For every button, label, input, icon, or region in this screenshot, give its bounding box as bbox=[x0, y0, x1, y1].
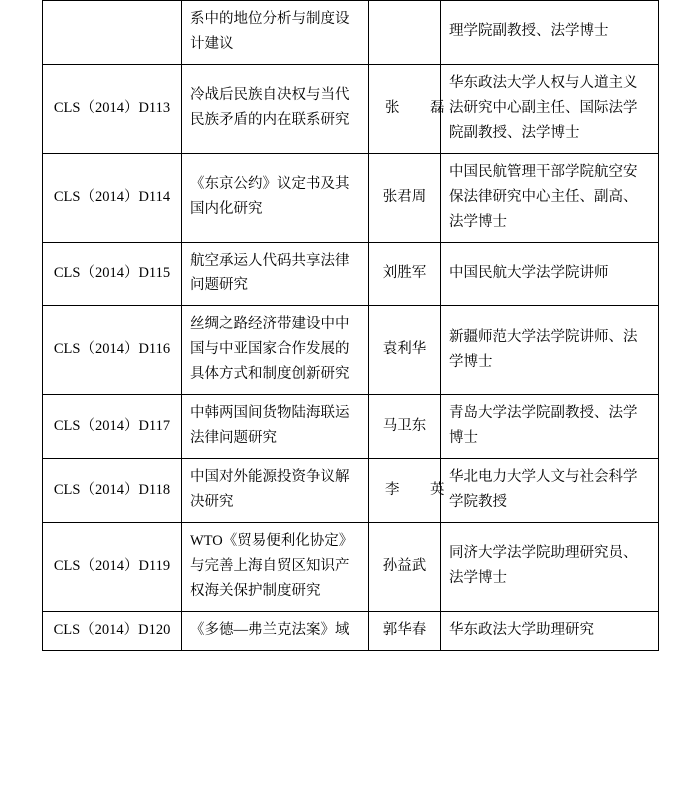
table-row bbox=[43, 611, 659, 650]
cell-project-title: 丝绸之路经济带建设中中国与中亚国家合作发展的具体方式和制度创新研究 bbox=[182, 306, 369, 395]
cell-affiliation: 华东政法大学助理研究 bbox=[441, 611, 659, 650]
cell-project-title: 系中的地位分析与制度设计建议 bbox=[182, 1, 369, 65]
table-row bbox=[43, 395, 659, 459]
cell-affiliation: 华北电力大学人文与社会科学学院教授 bbox=[441, 459, 659, 523]
cell-project-code: CLS（2014）D116 bbox=[43, 306, 182, 395]
cell-affiliation: 同济大学法学院助理研究员、法学博士 bbox=[441, 522, 659, 611]
cell-author: 孙益武 bbox=[369, 522, 441, 611]
cell-author: 张 磊 bbox=[369, 64, 441, 153]
cell-project-title: 中韩两国间货物陆海联运法律问题研究 bbox=[182, 395, 369, 459]
cell-project-code: CLS（2014）D118 bbox=[43, 459, 182, 523]
cell-project-title: 中国对外能源投资争议解决研究 bbox=[182, 459, 369, 523]
table-row bbox=[43, 64, 659, 153]
project-list-table bbox=[42, 0, 659, 651]
table-row bbox=[43, 242, 659, 306]
cell-author: 马卫东 bbox=[369, 395, 441, 459]
table-row bbox=[43, 459, 659, 523]
cell-author bbox=[369, 1, 441, 65]
cell-author: 刘胜军 bbox=[369, 242, 441, 306]
cell-author: 郭华春 bbox=[369, 611, 441, 650]
cell-project-code bbox=[43, 1, 182, 65]
cell-project-code: CLS（2014）D119 bbox=[43, 522, 182, 611]
cell-affiliation: 中国民航管理干部学院航空安保法律研究中心主任、副高、法学博士 bbox=[441, 153, 659, 242]
cell-project-title: 《多德—弗兰克法案》域 bbox=[182, 611, 369, 650]
cell-author: 袁利华 bbox=[369, 306, 441, 395]
cell-affiliation: 理学院副教授、法学博士 bbox=[441, 1, 659, 65]
cell-project-title: 《东京公约》议定书及其国内化研究 bbox=[182, 153, 369, 242]
cell-project-title: 冷战后民族自决权与当代民族矛盾的内在联系研究 bbox=[182, 64, 369, 153]
cell-project-code: CLS（2014）D120 bbox=[43, 611, 182, 650]
cell-affiliation: 新疆师范大学法学院讲师、法学博士 bbox=[441, 306, 659, 395]
cell-project-code: CLS（2014）D117 bbox=[43, 395, 182, 459]
cell-project-title: 航空承运人代码共享法律问题研究 bbox=[182, 242, 369, 306]
table-row bbox=[43, 153, 659, 242]
table-row bbox=[43, 522, 659, 611]
cell-project-title: WTO《贸易便利化协定》与完善上海自贸区知识产权海关保护制度研究 bbox=[182, 522, 369, 611]
cell-affiliation: 青岛大学法学院副教授、法学博士 bbox=[441, 395, 659, 459]
cell-project-code: CLS（2014）D115 bbox=[43, 242, 182, 306]
table-row bbox=[43, 306, 659, 395]
cell-author: 李 英 bbox=[369, 459, 441, 523]
cell-project-code: CLS（2014）D113 bbox=[43, 64, 182, 153]
table-body bbox=[43, 1, 659, 651]
cell-affiliation: 中国民航大学法学院讲师 bbox=[441, 242, 659, 306]
cell-affiliation: 华东政法大学人权与人道主义法研究中心副主任、国际法学院副教授、法学博士 bbox=[441, 64, 659, 153]
table-row bbox=[43, 1, 659, 65]
cell-project-code: CLS（2014）D114 bbox=[43, 153, 182, 242]
cell-author: 张君周 bbox=[369, 153, 441, 242]
